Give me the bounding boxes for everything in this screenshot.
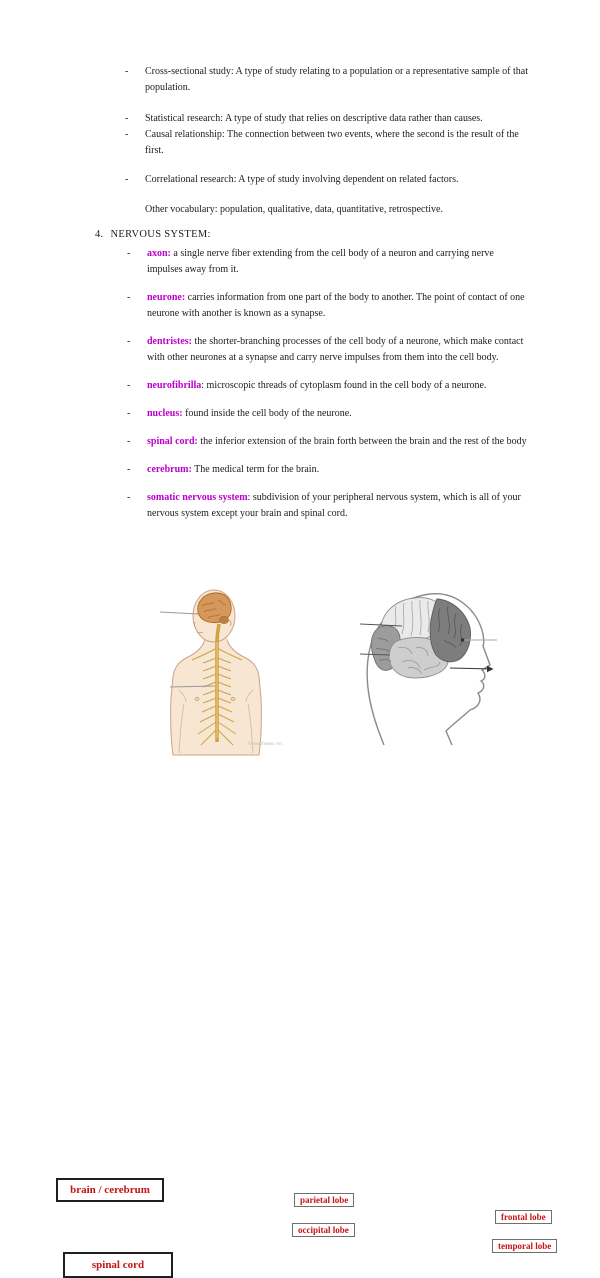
- term-definition: the shorter-branching processes of the cell body of a neurone, which make contact with other neurones at a synapse and carry nerve impulses from them into the cell body.: [147, 336, 524, 363]
- term-word: axon:: [147, 248, 171, 259]
- term-item: [127, 290, 531, 322]
- term-item: [127, 378, 531, 394]
- vocab-item-text: Correlational research: A type of study involving dependent on related factors.: [145, 174, 459, 185]
- term-definition: : subdivision of your peripheral nervous system, which is all of your nervous system except your brain and spinal cord.: [147, 492, 521, 519]
- section-heading: [95, 229, 211, 240]
- label-frontal-lobe: frontal lobe: [495, 1210, 552, 1224]
- term-word: somatic nervous system: [147, 492, 248, 503]
- list-item: [125, 64, 531, 96]
- label-brain-cerebrum: brain / cerebrum: [56, 1178, 164, 1202]
- section-number: 4.: [95, 229, 104, 240]
- bullet-dash: -: [125, 174, 129, 185]
- term-definition: a single nerve fiber extending from the cell body of a neuron and carrying nerve impulses away from it.: [147, 248, 494, 275]
- term-definition: carries information from one part of the body to another. The point of contact of one neurone with another is known as a synapse.: [147, 292, 525, 319]
- cns-torso-figure: [160, 590, 283, 755]
- bullet-dash: -: [127, 464, 131, 475]
- vocabulary-list: [125, 64, 531, 218]
- bullet-dash: -: [127, 292, 131, 303]
- vocab-item-text: Cross-sectional study: A type of study relating to a population or a representative sample of that population.: [145, 66, 528, 93]
- label-temporal-lobe: temporal lobe: [492, 1239, 557, 1253]
- vocab-item-text: Causal relationship: The connection between two events, where the second is the result of the first.: [145, 129, 519, 156]
- term-item: [127, 406, 531, 422]
- label-occipital-lobe: occipital lobe: [292, 1223, 355, 1237]
- frontal-line-tick: [461, 638, 464, 641]
- bullet-dash: -: [125, 66, 129, 77]
- label-spinal-cord: spinal cord: [63, 1252, 173, 1278]
- terms-list: [127, 246, 531, 534]
- term-item: [127, 334, 531, 366]
- vocab-item-text: Statistical research: A type of study that relies on descriptive data rather than causes.: [145, 113, 483, 124]
- bullet-dash: -: [127, 436, 131, 447]
- term-item: [127, 434, 531, 450]
- brain-label-line: [160, 612, 198, 614]
- label-parietal-lobe: parietal lobe: [294, 1193, 354, 1207]
- term-definition: The medical term for the brain.: [191, 464, 320, 475]
- bullet-dash: -: [127, 336, 131, 347]
- bullet-dash: -: [127, 492, 131, 503]
- term-word: nucleus:: [147, 408, 183, 419]
- list-item: [125, 111, 531, 127]
- term-word: dentristes:: [147, 336, 192, 347]
- term-definition: found inside the cell body of the neurone.: [182, 408, 352, 419]
- other-vocabulary-line: [125, 202, 531, 218]
- term-definition: the inferior extension of the brain forth between the brain and the rest of the body: [197, 436, 527, 447]
- bullet-dash: -: [127, 380, 131, 391]
- list-item: [125, 127, 531, 159]
- term-word: spinal cord:: [147, 436, 198, 447]
- term-item: [127, 246, 531, 278]
- term-definition: : microscopic threads of cytoplasm found in the cell body of a neurone.: [201, 380, 487, 391]
- term-item: [127, 490, 531, 522]
- list-item: [125, 172, 531, 188]
- term-item: [127, 462, 531, 478]
- bullet-dash: -: [125, 129, 129, 140]
- other-vocab-text: Other vocabulary: population, qualitative, data, quantitative, retrospective.: [145, 204, 443, 215]
- figures-row: [0, 578, 600, 1271]
- bullet-dash: -: [125, 113, 129, 124]
- term-word: neurone:: [147, 292, 186, 303]
- term-word: cerebrum:: [147, 464, 192, 475]
- bullet-dash: -: [127, 248, 131, 259]
- temporal-line-arrow: [487, 666, 494, 672]
- bullet-dash: -: [127, 408, 131, 419]
- section-title: NERVOUS SYSTEM:: [110, 229, 211, 240]
- term-word: neurofibrilla: [147, 380, 202, 391]
- brain-lobes-figure: [360, 594, 497, 745]
- anatomy-figures-drawing: [0, 578, 600, 768]
- figure-watermark: ©Healthwise, Inc: [248, 741, 283, 746]
